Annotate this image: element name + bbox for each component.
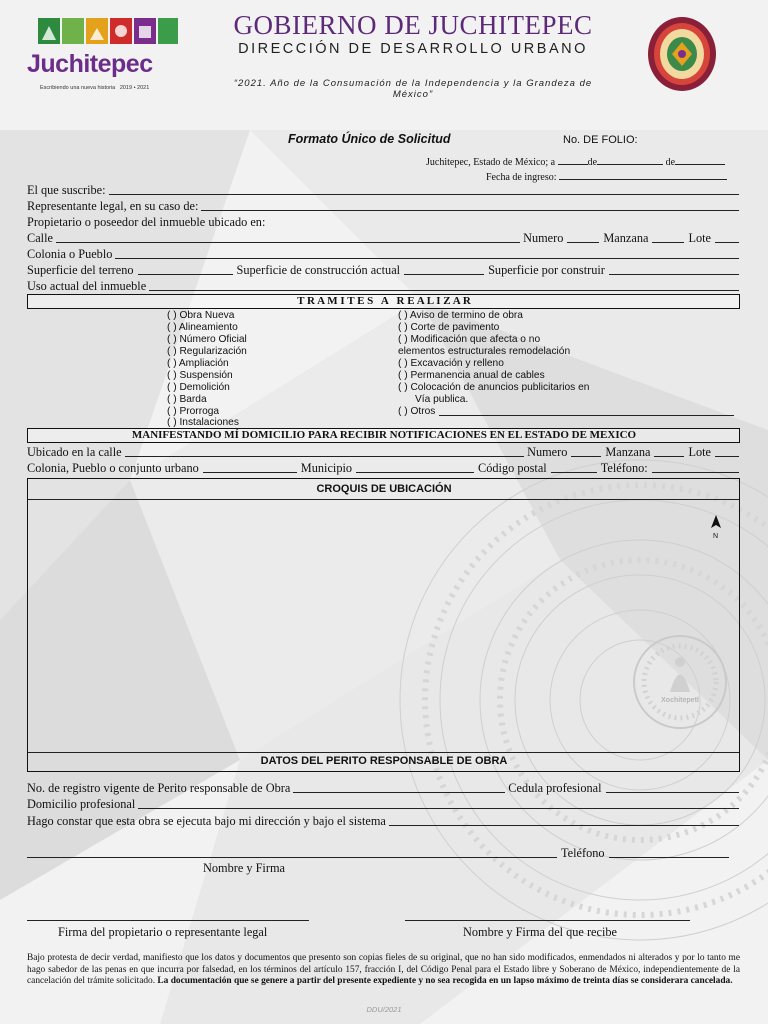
other-field[interactable] xyxy=(439,406,734,416)
municipality-field[interactable] xyxy=(356,461,474,473)
procedure-option[interactable]: ( ) Modificación que afecta o no xyxy=(398,334,541,345)
statement-label: Hago constar que esta obra se ejecuta bajo mi dirección y bajo el sistema xyxy=(27,814,386,828)
domicile-number-field[interactable] xyxy=(571,445,601,457)
north-arrow-icon xyxy=(708,514,724,532)
domicile-lot-label: Lote xyxy=(688,445,711,459)
procedure-option[interactable]: ( ) Excavación y relleno xyxy=(398,358,504,369)
place-date-de-1: de xyxy=(587,157,598,168)
owner-label: Propietario o poseedor del inmueble ubicado en: xyxy=(27,215,266,229)
procedure-option[interactable]: ( ) Suspensión xyxy=(167,370,233,381)
address-row xyxy=(27,797,739,812)
subscriber-label: El que suscribe: xyxy=(27,183,106,197)
municipality-label: Municipio xyxy=(300,461,353,475)
procedure-option[interactable]: ( ) Alineamiento xyxy=(167,322,238,333)
to-build-field[interactable] xyxy=(609,263,739,275)
registry-label: No. de registro vigente de Perito responsable de Obra xyxy=(27,781,291,795)
street-row xyxy=(27,231,739,246)
procedure-option-cont: elementos estructurales remodelación xyxy=(398,346,571,357)
address-label: Domicilio profesional xyxy=(27,797,136,811)
statement-row xyxy=(27,814,739,829)
place-date-label: Juchitepec, Estado de México; a xyxy=(426,157,556,168)
built-area-field[interactable] xyxy=(404,263,484,275)
procedure-option[interactable]: ( ) Colocación de anuncios publicitarios en xyxy=(398,382,590,393)
procedures-heading: T R A M I T E S A R E A L I Z A R xyxy=(297,295,471,307)
municipal-seal-icon xyxy=(647,16,717,92)
license-label: Cedula profesional xyxy=(508,781,602,795)
procedure-option-cont: Vía publica. xyxy=(415,394,469,405)
built-area-label: Superficie de construcción actual xyxy=(236,263,401,277)
domicile-colony-label: Colonia, Pueblo o conjunto urbano xyxy=(27,461,199,475)
procedure-option[interactable]: ( ) Regularización xyxy=(167,346,247,357)
owner-sign-line[interactable] xyxy=(27,920,309,921)
entry-date-label: Fecha de ingreso: xyxy=(486,172,557,183)
expert-divider xyxy=(28,752,739,753)
legal-rep-field[interactable] xyxy=(201,199,739,211)
domicile-heading: MANIFESTANDO MÍ DOMICILIO PARA RECIBIR NOTIFICACIONES EN EL ESTADO DE MEXICO xyxy=(131,429,637,441)
phone-label: Teléfono: xyxy=(600,461,648,475)
place-date-row xyxy=(426,153,725,168)
motto: “2021. Año de la Consumación de la Independencia y la Grandeza de México” xyxy=(233,78,593,100)
number-label: Numero xyxy=(523,231,564,245)
colony-field[interactable] xyxy=(115,247,739,259)
procedure-option[interactable]: ( ) Corte de pavimento xyxy=(398,322,500,333)
legal-notice xyxy=(27,953,740,988)
folio-label: No. DE FOLIO: xyxy=(563,134,638,146)
procedure-other-row xyxy=(398,406,734,418)
place-date-de-2: de xyxy=(665,157,676,168)
logo-tagline-row xyxy=(40,85,149,91)
document-code: DDU/2021 xyxy=(366,1005,402,1014)
page-title: GOBIERNO DE JUCHITEPEC xyxy=(233,10,593,40)
land-area-field[interactable] xyxy=(138,263,233,275)
to-build-label: Superficie por construir xyxy=(488,263,605,277)
expert-phone-label: Teléfono xyxy=(561,846,605,860)
logo-name: Juchitepec xyxy=(27,50,153,78)
procedure-option[interactable]: ( ) Barda xyxy=(167,394,207,405)
domicile-block-field[interactable] xyxy=(654,445,684,457)
domicile-colony-field[interactable] xyxy=(203,461,297,473)
owner-sign-label: Firma del propietario o representante legal xyxy=(58,925,268,939)
colony-label: Colonia o Pueblo xyxy=(27,247,113,261)
logo-tiles xyxy=(38,18,178,48)
procedure-option[interactable]: ( ) Otros xyxy=(398,406,436,417)
domicile-street-field[interactable] xyxy=(125,445,525,457)
block-field[interactable] xyxy=(652,231,684,243)
colony-row xyxy=(27,247,739,262)
legal-rep-row xyxy=(27,199,739,214)
postal-label: Código postal xyxy=(478,461,547,475)
expert-sign-field[interactable] xyxy=(27,846,557,858)
legal-rep-label: Representante legal, en su caso de: xyxy=(27,199,199,213)
domicile-block-label: Manzana xyxy=(605,445,651,459)
watermark-seal-icon xyxy=(630,632,730,732)
license-field[interactable] xyxy=(606,781,739,793)
address-field[interactable] xyxy=(138,797,739,809)
expert-sign-row xyxy=(27,846,739,861)
subscriber-row xyxy=(27,183,739,198)
statement-field[interactable] xyxy=(389,814,739,826)
postal-field[interactable] xyxy=(551,461,597,473)
registry-field[interactable] xyxy=(293,781,505,793)
street-label: Calle xyxy=(27,231,53,245)
domicile-street-row xyxy=(27,445,739,460)
block-label: Manzana xyxy=(603,231,649,245)
logo-tagline: Escribiendo una nueva historia xyxy=(40,85,116,91)
expert-name-sign-label: Nombre y Firma xyxy=(203,861,285,875)
procedure-option[interactable]: ( ) Número Oficial xyxy=(167,334,247,345)
phone-field[interactable] xyxy=(652,461,739,473)
watermark-label: Xochitepetl xyxy=(661,697,699,704)
expert-phone-field[interactable] xyxy=(609,846,729,858)
domicile-number-label: Numero xyxy=(527,445,568,459)
number-field[interactable] xyxy=(567,231,599,243)
procedure-option[interactable]: ( ) Obra Nueva xyxy=(167,310,235,321)
sketch-divider xyxy=(28,499,739,500)
entry-date-row xyxy=(486,168,727,183)
domicile-colony-row xyxy=(27,461,739,476)
current-use-label: Uso actual del inmueble xyxy=(27,279,147,293)
form-title: Formato Único de Solicitud xyxy=(288,132,451,146)
sketch-heading: CROQUIS DE UBICACIÓN xyxy=(316,483,452,495)
domicile-street-label: Ubicado en la calle xyxy=(27,445,122,459)
current-use-row xyxy=(27,279,739,294)
street-field[interactable] xyxy=(56,231,520,243)
registry-row xyxy=(27,781,739,796)
subscriber-field[interactable] xyxy=(109,183,739,195)
logo-years: 2019 • 2021 xyxy=(119,85,150,91)
receiver-sign-label: Nombre y Firma del que recibe xyxy=(463,925,617,939)
procedure-option[interactable]: ( ) Prorroga xyxy=(167,406,220,417)
area-row xyxy=(27,263,739,278)
warning-text: La documentación que se genere a partir del presente expediente y no sea recogida en un lapso máximo de treinta días se considerara cancelada. xyxy=(157,976,733,987)
lot-field[interactable] xyxy=(715,231,739,243)
procedure-option[interactable]: ( ) Demolición xyxy=(167,382,230,393)
procedure-option[interactable]: ( ) Instalaciones xyxy=(167,417,239,428)
procedure-option[interactable]: ( ) Ampliación xyxy=(167,358,229,369)
lot-label: Lote xyxy=(688,231,711,245)
expert-heading: DATOS DEL PERITO RESPONSABLE DE OBRA xyxy=(260,755,508,767)
land-area-label: Superficie del terreno xyxy=(27,263,134,277)
north-label: N xyxy=(713,533,719,540)
receiver-sign-line[interactable] xyxy=(405,920,690,921)
current-use-field[interactable] xyxy=(149,279,739,291)
page-subtitle: DIRECCIÓN DE DESARROLLO URBANO xyxy=(238,41,588,57)
procedure-option[interactable]: ( ) Permanencia anual de cables xyxy=(398,370,545,381)
domicile-lot-field[interactable] xyxy=(715,445,739,457)
procedure-option[interactable]: ( ) Aviso de termino de obra xyxy=(398,310,523,321)
protest-text: Bajo protesta de decir verdad, manifiesto que los datos y documentos que presento son copias fieles de su original, que no han sido modificados, enmendados ni alterados y por lo tanto me hago sabedor de las penas en que incurra por falsedad, en los términos del artículo 157, fracción I, del Código Penal para el Estado libre y Soberano de México, independientemente de la cancelación del trámite solicitado. xyxy=(27,953,740,987)
